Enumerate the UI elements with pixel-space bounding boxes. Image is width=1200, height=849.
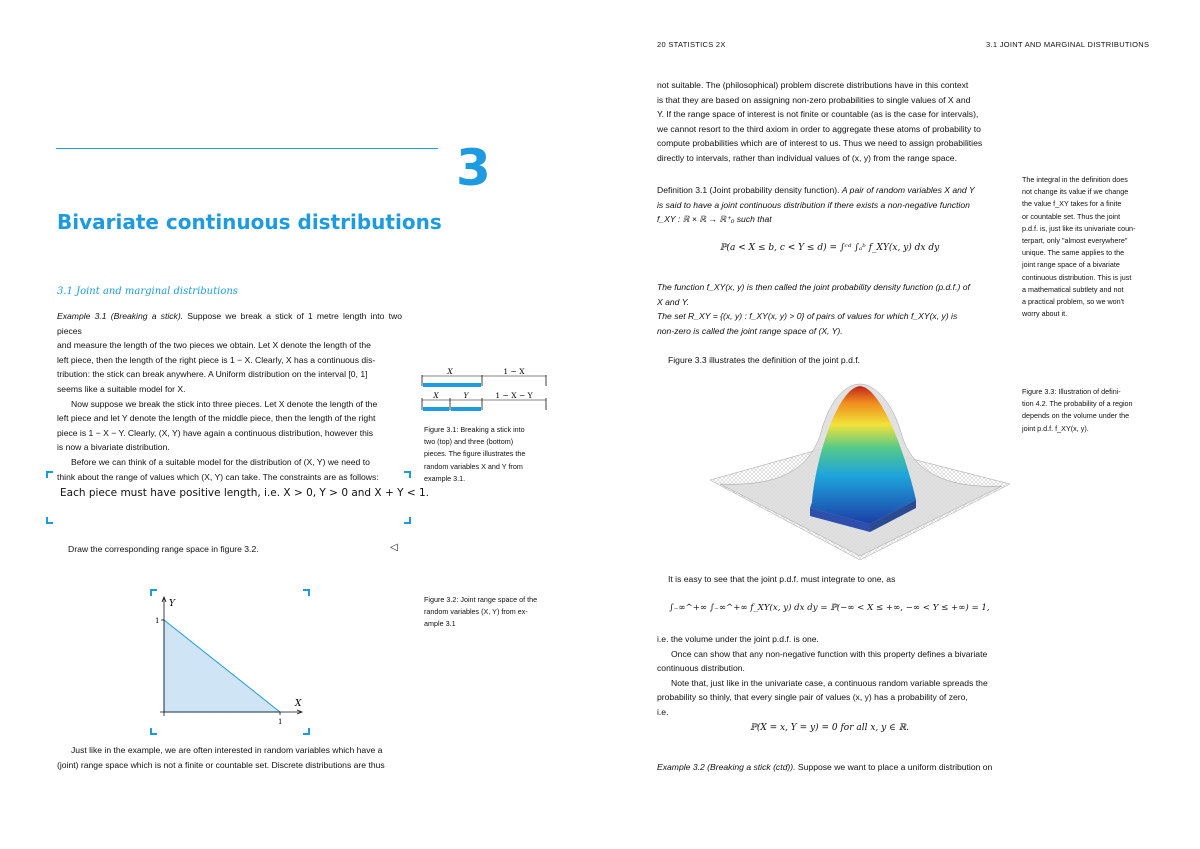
fig32-y-axis-label: Y [169,599,175,609]
example-3-2-text: Suppose we want to place a uniform distribution on [797,762,993,772]
fig31-top-rest-label: 1 − X [503,367,525,376]
paragraph-line: directly to intervals, rather than individual values of (x, y) from the range space. [657,152,957,163]
example-3-1-line: and measure the length of the two pieces we obtain. Let X denote the length of the [57,340,371,351]
right-top-text [657,78,1002,166]
zero-probability-equation: ℙ(X = x, Y = y) = 0 for all x, y ∈ ℝ. [750,723,909,733]
box-corner [46,471,53,478]
chapter-title: Bivariate continuous distributions [57,210,442,234]
paragraph-line: not suitable. The (philosophical) problem discrete distributions have in this context [657,80,969,90]
definition-line: f_XY : ℝ × ℝ → ℝ⁺₀ such that [657,214,772,225]
paragraph-line: left piece and let Y denote the length of the middle piece, then the length of the right [57,413,376,424]
paragraph-line: i.e. [657,706,669,717]
figure-3-2 [150,592,310,732]
fig31-bottom-rest-label: 1 − X − Y [495,391,533,400]
chapter-rule [56,148,438,149]
paragraph-line: Once can show that any non-negative function with this property defines a bivariate [671,648,988,659]
side-note-line: terpart, only "almost everywhere" [1022,236,1128,246]
caption-line: pieces. The figure illustrates the [424,449,526,459]
paragraph-line: is that they are based on assigning non-zero probabilities to single values of X and [657,94,971,105]
figure-3-3 [710,376,1010,562]
right-lower-text [657,632,1002,720]
box-corner [404,517,411,524]
paragraph-line: we cannot resort to the third axiom in order to aggregate these atoms of probability to [657,123,981,134]
definition-line: A pair of random variables X and Y [841,185,975,195]
paragraph-line: Just like in the example, we are often interested in random variables which have a [71,745,383,755]
example-3-1-line: left piece, then the length of the right piece is 1 − X. Clearly, X has a continuous dis- [57,354,376,365]
example-3-2 [657,760,1007,775]
figure-3-1 [420,366,548,422]
definition-line: X and Y. [657,296,690,307]
caption-line: ample 3.1 [424,619,456,629]
side-note-line: p.d.f. is, just like its univariate coun- [1022,223,1136,233]
fig32-x-axis-label: X [295,699,302,709]
section-heading: 3.1 Joint and marginal distributions [57,286,238,297]
definition-line: non-zero is called the joint range space of (X, Y). [657,325,843,336]
definition-3-1 [657,183,1002,227]
task-text: Draw the corresponding range space in figure 3.2. [68,544,259,554]
fig31-bottom-x-label: X [433,391,439,400]
side-note-line: worry about it. [1022,309,1068,319]
caption-line: Figure 3.2: Joint range space of the [424,595,538,604]
definition-line: The set R_XY = {(x, y) : f_XY(x, y) > 0} of pairs of values for which f_XY(x, y) is [657,311,958,322]
paragraph-line: piece is 1 − X − Y. Clearly, (X, Y) have again a continuous distribution, however this [57,427,374,438]
paragraph-line: compute probabilities which are of interest to us. Thus we need to assign probabilities [657,138,983,149]
caption-line: joint p.d.f. f_XY(x, y). [1022,423,1089,433]
caption-line: example 3.1. [424,473,466,483]
fig31-top-x-label: X [447,367,453,376]
side-note-line: joint range space of a bivariate [1022,260,1120,270]
paragraph-line: probability so thinly, that every single pair of values (x, y) has a probability of zero, [657,692,968,703]
left-bottom-text [57,743,402,772]
triangle-left-icon[interactable]: ◁ [390,542,398,553]
side-note-line: the value f_XY takes for a finite [1022,199,1122,209]
integral-equation: ∫₋∞^+∞ ∫₋∞^+∞ f_XY(x, y) dx dy = ℙ(−∞ < X ≤ +∞, −∞ < Y ≤ +∞) = 1, [669,603,990,613]
paragraph-line: Note that, just like in the univariate case, a continuous random variable spreads the [671,677,988,688]
example-3-1-line: Suppose we break a stick of 1 metre length into two pieces [57,311,402,336]
paragraph-line: is now a bivariate distribution. [57,442,170,453]
caption-line: tion 4.2. The probability of a region [1022,399,1133,409]
caption-line: two (top) and three (bottom) [424,437,514,447]
fig32-y-tick: 1 [155,617,160,625]
chapter-number: 3 [456,139,491,197]
paragraph-line: i.e. the volume under the joint p.d.f. is one. [657,634,819,644]
paragraph-line: Now suppose we break the stick into three pieces. Let X denote the length of the [71,398,378,409]
side-note-line: a practical problem, so we won't [1022,297,1125,307]
figure-3-3-reference: Figure 3.3 illustrates the definition of the joint p.d.f. [668,355,861,365]
side-note-line: or countable set. Thus the joint [1022,211,1121,221]
caption-line: Figure 3.3: Illustration of defini- [1022,387,1121,396]
example-3-2-label: Example 3.2 (Breaking a stick (ctd)). [657,762,796,772]
paragraph-line: continuous distribution. [657,663,745,674]
side-note-line: continuous distribution. This is just [1022,272,1132,282]
caption-line: depends on the volume under the [1022,411,1130,421]
joint-pdf-equation: ℙ(a < X ≤ b, c < Y ≤ d) = ∫ᶜᵈ ∫ₐᵇ f_XY(x, y) dx dy [719,243,940,253]
figure-3-3-caption [1022,386,1146,435]
side-note-line: not change its value if we change [1022,187,1129,197]
running-head-left: 20 STATISTICS 2X [657,40,726,49]
definition-line: is said to have a joint continuous distribution if there exists a non-negative function [657,199,970,210]
caption-line: random variables X and Y from [424,461,523,471]
running-head-right: 3.1 JOINT AND MARGINAL DISTRIBUTIONS [986,40,1150,49]
definition-label: Definition 3.1 (Joint probability density function). [657,185,840,195]
figure-3-2-caption [424,594,550,631]
box-corner [404,471,411,478]
figure-3-1-caption [424,424,544,485]
paragraph-line: think about the range of values which (X, Y) can take. The constraints are as follows: [57,471,379,482]
right-page [600,0,1200,849]
left-text-block [57,309,402,484]
caption-line: random variables (X, Y) from ex- [424,607,528,617]
fig31-bottom-y-label: Y [463,391,469,400]
example-3-1-label: Example 3.1 (Breaking a stick). [57,311,184,321]
paragraph-line: (joint) range space which is not a finite or countable set. Discrete distributions are thus [57,759,385,770]
example-3-1-line: seems like a suitable model for X. [57,383,186,394]
definition-after [657,280,1002,338]
example-3-1-line: tribution: the stick can break anywhere. A Uniform distribution on the interval [0, 1] [57,369,368,380]
integrate-line: It is easy to see that the joint p.d.f. must integrate to one, as [668,574,896,584]
side-note-line: unique. The same applies to the [1022,248,1125,258]
paragraph-line: Before we can think of a suitable model for the distribution of (X, Y) we need to [71,456,370,467]
box-corner [46,517,53,524]
caption-line: Figure 3.1: Breaking a stick into [424,425,525,434]
definition-line: The function f_XY(x, y) is then called the joint probability density function (p.d.f.) of [657,282,970,292]
fig32-x-tick: 1 [278,718,283,726]
constraint-box-text: Each piece must have positive length, i.e. X > 0, Y > 0 and X + Y < 1. [60,487,430,499]
side-note [1022,174,1146,320]
paragraph-line: Y. If the range space of interest is not finite or countable (as is the case for intervals), [657,109,979,120]
side-note-line: The integral in the definition does [1022,175,1128,184]
side-note-line: a mathematical subtlety and not [1022,284,1124,294]
